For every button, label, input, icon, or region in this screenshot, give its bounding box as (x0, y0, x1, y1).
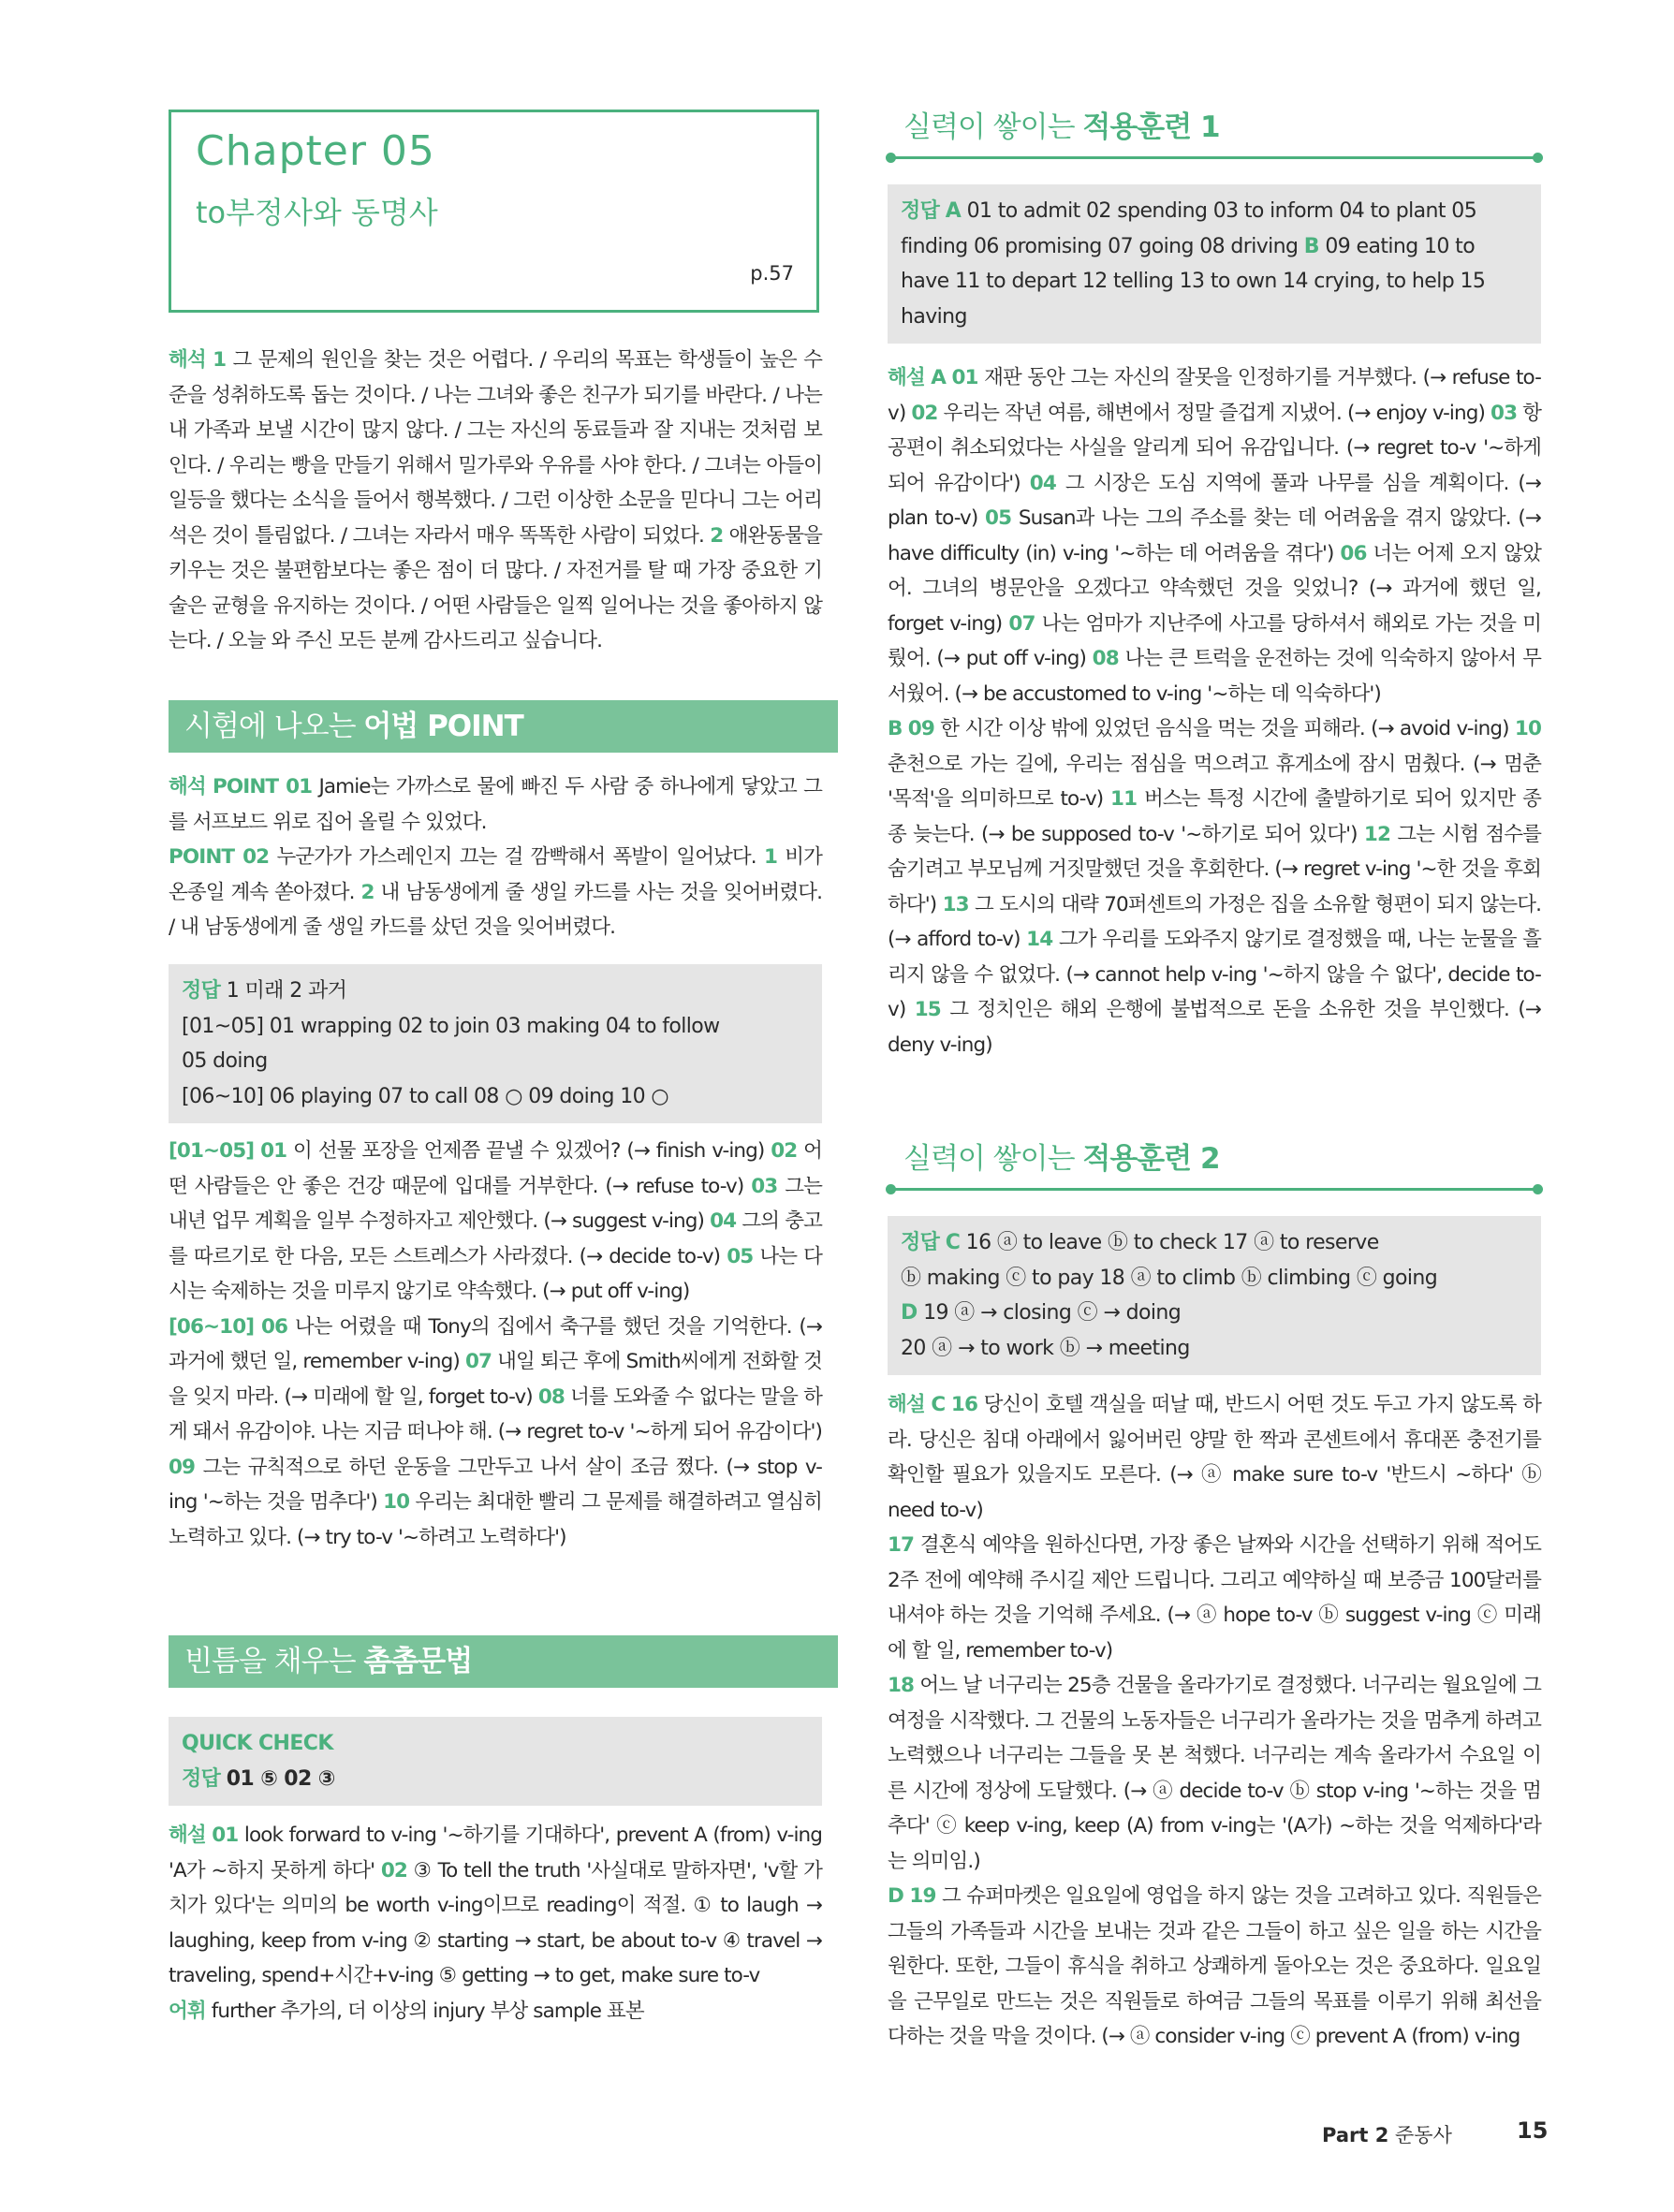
point-explanations: 해석 POINT 01 Jamie는 가까스로 물에 빠진 두 사람 중 하나에게 닿았고 그를 서프보드 위로 집어 올릴 수 있었다. POINT 02 누군가가 가스레인지 끄는 걸 깜빡해서 폭발이 일어났다. 1 비가 온종일 계속 쏟아졌다. 2 내 남동생에게 줄 생일 카드를 사는 것을 잊어버렸다. / 내 남동생에게 줄 생일 카드를 샀던 것을 잊어버렸다. (169, 775, 823, 939)
quick-check-explanation: 해설 01 look forward to v-ing '~하기를 기대하다', prevent A (from) v-ing 'A가 ~하지 못하게 하다' 02 ③ To tell the truth '사실대로 말하자면', 'v할 가치가 있다'는 의미의 be worth v-ing이므로 reading이 적절. ① to laugh → laughing, keep from v-ing ② starting → start, be about to-v ④ travel → traveling, spend+시간+v-ing ⑤ getting → to get, make sure to-v 어휘 further 추가의, 더 이상의 injury 부상 sample 표본 (169, 1824, 823, 2023)
chapter-title: Chapter 05 (196, 127, 435, 175)
chapter-page-ref: p.57 (750, 262, 794, 285)
training-2-explanations: 해설 C 16 당신이 호텔 객실을 떠날 때, 반드시 어떤 것도 두고 가지 않도록 하라. 당신은 침대 아래에서 잃어버린 양말 한 짝과 콘센트에서 휴대폰 충전기를 확인할 필요가 있을지도 모른다. (→ ⓐ make sure to-v '반드시 ~하다' ⓑ need to-v) 17 결혼식 예약을 원하신다면, 가장 좋은 날짜와 시간을 선택하기 위해 적어도 2주 전에 예약해 주시길 제안 드립니다. 그리고 예약하실 때 보증금 100달러를 내셔야 하는 것을 기억해 주세요. (→ ⓐ hope to-v ⓑ suggest v-ing ⓒ 미래에 할 일, remember to-v) 18 어느 날 너구리는 25층 건물을 올라가기로 결정했다. 너구리는 월요일에 그 여정을 시작했다. 그 건물의 노동자들은 너구리가 올라가는 것을 멈추게 하려고 노력했으나 너구리는 그들을 못 본 척했다. 너구리는 계속 올라가서 수요일 이른 시간에 정상에 도달했다. (→ ⓐ decide to-v ⓑ stop v-ing '~하는 것을 멈추다' ⓒ keep v-ing, keep (A) from v-ing는 '(A가) ~하는 것을 억제하다'라는 의미임.) D 19 그 슈퍼마켓은 일요일에 영업을 하지 않는 것을 고려하고 있다. 직원들은 그들의 가족들과 시간을 보내는 것과 같은 그들이 하고 싶은 일을 하는 시간을 원한다. 또한, 그들이 휴식을 취하고 상쾌하게 돌아오는 것은 중요하다. 일요일을 근무일로 만드는 것은 직원들로 하여금 그들의 목표를 이루기 위해 최선을 다하는 것을 막을 것이다. (→ ⓐ consider v-ing ⓒ prevent A (from) v-ing (888, 1393, 1542, 2048)
header-rule (888, 1188, 1541, 1191)
chapter-subtitle: to부정사와 동명사 (196, 195, 438, 230)
training-1-answers: 정답 A 01 to admit 02 spending 03 to inform 04 to plant 05 finding 06 promising 07 going 08 driving B 09 eating 10 to have 11 to depart 12 telling 13 to own 14 crying, to help 15 having (888, 184, 1541, 344)
section-band-grammar-detail: 빈틈을 채우는 촘촘문법 (169, 1635, 838, 1688)
training-2-answers: 정답 C 16 ⓐ to leave ⓑ to check 17 ⓐ to reserve ⓑ making ⓒ to pay 18 ⓐ to climb ⓑ climbing ⓒ going D 19 ⓐ → closing ⓒ → doing 20 ⓐ → to work ⓑ → meeting (888, 1216, 1541, 1375)
training-2-header: 실력이 쌓이는 적용훈련 2 (888, 1135, 1541, 1191)
footer-part: Part 2 준동사 (1322, 2124, 1452, 2146)
header-rule (888, 156, 1541, 159)
training-1-header: 실력이 쌓이는 적용훈련 1 (888, 103, 1541, 159)
intro-text-2: 애완동물을 키우는 것은 불편함보다는 좋은 점이 더 많다. / 자전거를 탈 때 가장 중요한 기술은 균형을 유지하는 것이다. / 어떤 사람들은 일찍 일어나는 것을 좋아하지 않는다. / 오늘 와 주신 모든 분께 감사드리고 싶습니다. (169, 523, 823, 652)
section-band-grammar-point: 시험에 나오는 어법 POINT (169, 700, 838, 753)
intro-text-1: 그 문제의 원인을 찾는 것은 어렵다. / 우리의 목표는 학생들이 높은 수준을 성취하도록 돕는 것이다. / 나는 그녀와 좋은 친구가 되기를 바란다. / 나는 내 가족과 보낼 시간이 많지 않다. / 그는 자신의 동료들과 잘 지내는 것처럼 보인다. / 우리는 빵을 만들기 위해서 밀가루와 우유를 사야 한다. / 그녀는 아들이 일등을 했다는 소식을 들어서 행복했다. / 그런 이상한 소문을 믿다니 그는 어리석은 것이 틀림없다. / 그녀는 자라서 매우 똑똑한 사람이 되었다. (169, 348, 822, 548)
quick-check-label: QUICK CHECK (182, 1732, 333, 1755)
chapter-box (169, 110, 819, 313)
quick-check-box: QUICK CHECK 정답 01 ⑤ 02 ③ (169, 1717, 822, 1806)
intro-translation: 해석 1 그 문제의 원인을 찾는 것은 어렵다. / 우리의 목표는 학생들이 높은 수준을 성취하도록 돕는 것이다. / 나는 그녀와 좋은 친구가 되기를 바란다. / 나는 내 가족과 보낼 시간이 많지 않다. / 그는 자신의 동료들과 잘 지내는 것처럼 보인다. / 우리는 빵을 만들기 위해서 밀가루와 우유를 사야 한다. / 그녀는 아들이 일등을 했다는 소식을 들어서 행복했다. / 그런 이상한 소문을 믿다니 그는 어리석은 것이 틀림없다. / 그녀는 자라서 매우 똑똑한 사람이 되었다. 2 애완동물을 키우는 것은 불편함보다는 좋은 점이 더 많다. / 자전거를 탈 때 가장 중요한 기술은 균형을 유지하는 것이다. / 어떤 사람들은 일찍 일어나는 것을 좋아하지 않는다. / 오늘 와 주신 모든 분께 감사드리고 싶습니다. (169, 348, 823, 652)
intro-number-2: 2 (710, 523, 724, 548)
exercise-explanations: [01~05] 01 이 선물 포장을 언제쯤 끝낼 수 있겠어? (→ finish v-ing) 02 어떤 사람들은 안 좋은 건강 때문에 입대를 거부한다. (→ refuse to-v) 03 그는 내년 업무 계획을 일부 수정하자고 제안했다. (→ suggest v-ing) 04 그의 충고를 따르기로 한 다음, 모든 스트레스가 사라졌다. (→ decide to-v) 05 나는 다시는 숙제하는 것을 미루지 않기로 약속했다. (→ put off v-ing) [06~10] 06 나는 어렸을 때 Tony의 집에서 축구를 했던 것을 기억한다. (→ 과거에 했던 일, remember v-ing) 07 내일 퇴근 후에 Smith씨에게 전화할 것을 잊지 마라. (→ 미래에 할 일, forget to-v) 08 너를 도와줄 수 없다는 말을 하게 돼서 유감이야. 나는 지금 떠나야 해. (→ regret to-v '~하게 되어 유감이다') 09 그는 규칙적으로 하던 운동을 그만두고 나서 살이 조금 쪘다. (→ stop v-ing '~하는 것을 멈추다') 10 우리는 최대한 빨리 그 문제를 해결하려고 열심히 노력하고 있다. (→ try to-v '~하려고 노력하다') (169, 1139, 823, 1549)
page-number: 15 (1517, 2117, 1549, 2144)
training-1-explanations: 해설 A 01 재판 동안 그는 자신의 잘못을 인정하기를 거부했다. (→ refuse to-v) 02 우리는 작년 여름, 해변에서 정말 즐겁게 지냈어. (→ enjoy v-ing) 03 항공편이 취소되었다는 사실을 알리게 되어 유감입니다. (→ regret to-v '~하게 되어 유감이다') 04 그 시장은 도심 지역에 풀과 나무를 심을 계획이다. (→ plan to-v) 05 Susan과 나는 그의 주소를 찾는 데 어려움을 겪지 않았다. (→ have difficulty (in) v-ing '~하는 데 어려움을 겪다') 06 너는 어제 오지 않았어. 그녀의 병문안을 오겠다고 약속했던 것을 잊었니? (→ 과거에 했던 일, forget v-ing) 07 나는 엄마가 지난주에 사고를 당하셔서 해외로 가는 것을 미뤘어. (→ put off v-ing) 08 나는 큰 트럭을 운전하는 것에 익숙하지 않아서 무서웠어. (→ be accustomed to v-ing '~하는 데 익숙하다') B 09 한 시간 이상 밖에 있었던 음식을 먹는 것을 피해라. (→ avoid v-ing) 10 춘천으로 가는 길에, 우리는 점심을 먹으려고 휴게소에 잠시 멈췄다. (→ 멈춘 '목적'을 의미하므로 to-v) 11 버스는 특정 시간에 출발하기로 되어 있지만 종종 늦는다. (→ be supposed to-v '~하기로 되어 있다') 12 그는 시험 점수를 숨기려고 부모님께 거짓말했던 것을 후회한다. (→ regret v-ing '~한 것을 후회하다') 13 그 도시의 대략 70퍼센트의 가정은 집을 소유할 형편이 되지 않는다. (→ afford to-v) 14 그가 우리를 도와주지 않기로 결정했을 때, 나는 눈물을 흘리지 않을 수 없었다. (→ cannot help v-ing '~하지 않을 수 없다', decide to-v) 15 그 정치인은 해외 은행에 불법적으로 돈을 소유한 것을 부인했다. (→ deny v-ing) (888, 366, 1542, 1057)
answer-box-grammar-point: 정답 1 미래 2 과거 [01~05] 01 wrapping 02 to join 03 making 04 to follow 05 doing [06~10] 06 playing 07 to call 08 ○ 09 doing 10 ○ (169, 964, 822, 1123)
intro-label: 해석 (169, 348, 206, 372)
